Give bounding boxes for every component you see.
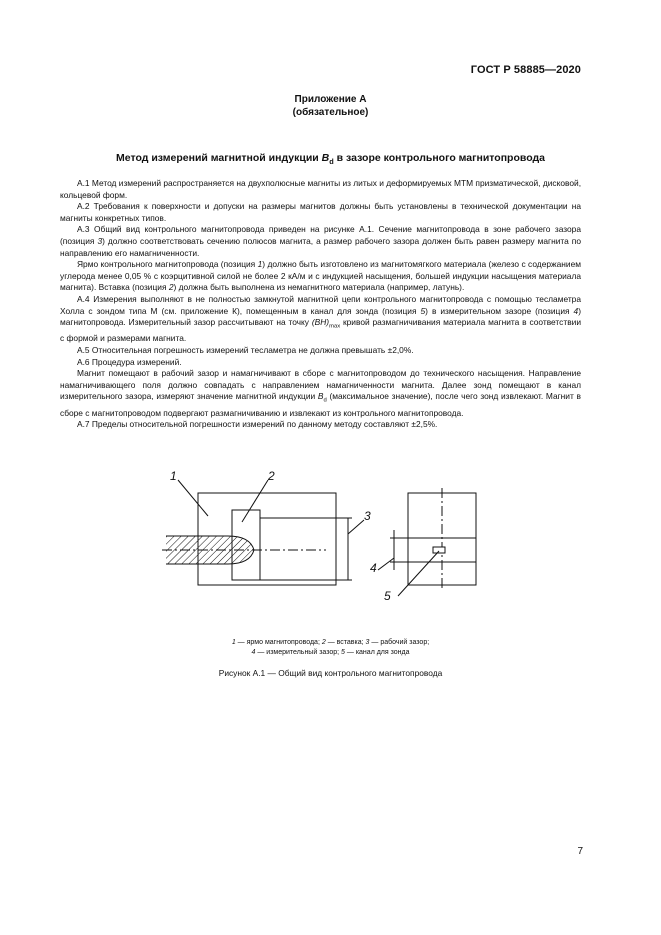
legend-num: 5 xyxy=(341,649,345,656)
figure-label-5: 5 xyxy=(384,589,391,603)
leader-3 xyxy=(348,520,364,534)
induction-symbol: B xyxy=(317,391,324,402)
legend-text: — ярмо магнитопровода; xyxy=(235,639,322,646)
text-run: кривой размагничивания материала магнита в соответствии с формой и размерами магнита. xyxy=(60,317,581,344)
figure-legend xyxy=(0,638,661,658)
leader-4 xyxy=(378,558,394,570)
text-run: ) в измерительном зазоре (позиция xyxy=(425,305,574,316)
paragraph-a2: А.2 Требования к поверхности и допуски на размеры магнитов должны быть установлены в технической документации на магниты конкретных типов. xyxy=(60,201,581,223)
legend-text: — канал для зонда xyxy=(344,649,410,656)
text-run: Магнит помещают в рабочий зазор и намагничивают в сборе с магнитопроводом до технического насыщения. Направление намагничивающего поля должно совпадать с направлением намагниченности магнита. Далее зонд помещают в канал измерительного зазора, измеряют значение магнитной индукции xyxy=(60,368,581,402)
text-run: ) магнитопровода. Измерительный зазор рассчитывают на точку xyxy=(60,305,581,328)
legend-num: 2 xyxy=(321,639,326,646)
standard-number: ГОСТ Р 58885—2020 xyxy=(470,64,581,76)
paragraph-a7: А.7 Пределы относительной погрешности измерений по данному методу составляют ±2,5%. xyxy=(77,419,438,430)
method-title-subscript: d xyxy=(329,157,334,167)
paragraph-a5: А.5 Относительная погрешность измерений тесламетра не должна превышать ±2,0%. xyxy=(77,344,414,355)
legend-line-1 xyxy=(0,638,661,648)
text-run: А.3 Общий вид контрольного магнитопровода приведен на рисунке А.1. Сечение магнитопровода в зоне рабочего зазора (позиция xyxy=(60,224,581,246)
paragraph-a3 xyxy=(60,224,581,259)
position-ref: 1 xyxy=(257,259,263,270)
paragraph-a4 xyxy=(60,294,581,345)
leader-5 xyxy=(398,551,439,596)
legend-num: 1 xyxy=(231,639,236,646)
position-ref: 4 xyxy=(573,305,579,316)
method-title-symbol: B xyxy=(321,152,330,164)
legend-num: 3 xyxy=(365,639,370,646)
legend-text: — вставка; xyxy=(325,639,366,646)
legend-text: — рабочий зазор; xyxy=(369,639,430,646)
working-gap xyxy=(260,518,336,580)
appendix-title: Приложение А xyxy=(294,94,367,105)
position-ref: 3 xyxy=(97,235,103,246)
legend-line-2 xyxy=(0,648,661,658)
method-title-start: Метод измерений магнитной индукции xyxy=(116,152,322,164)
probe-channel xyxy=(433,547,445,553)
figure-magnetic-circuit xyxy=(150,468,490,608)
text-run: ) должно соответствовать сечению полюсов магнита, а размер рабочего зазора должен быть равен размеру магнита по направлению его намагниченности. xyxy=(60,235,581,258)
legend-num: 4 xyxy=(251,649,256,656)
bh-symbol: (BH) xyxy=(311,317,330,328)
appendix-heading xyxy=(0,93,661,119)
text-run: ) должна быть выполнена из немагнитного материала (например, латунь). xyxy=(173,282,465,293)
paragraph-a1: А.1 Метод измерений распространяется на двухполюсные магниты из литых и деформируемых МТМ призматической, дисковой, кольцевой форм. xyxy=(60,178,582,200)
position-ref: 5 xyxy=(420,305,426,316)
paragraph-a6: А.6 Процедура измерений. xyxy=(77,356,182,367)
method-title xyxy=(60,152,601,166)
page-number: 7 xyxy=(577,846,583,857)
figure-label-3: 3 xyxy=(364,509,371,523)
method-title-end: в зазоре контрольного магнитопровода xyxy=(333,152,545,164)
paragraph-yoke xyxy=(60,259,581,294)
bh-subscript: max xyxy=(329,323,341,330)
text-run: А.4 Измерения выполняют в не полностью замкнутой магнитной цепи контрольного магнитопровода с помощью тесламетра Холла с зондом типа М (см. приложение К), помещенным в канал для зонда (позиция xyxy=(60,293,581,316)
figure-label-1: 1 xyxy=(170,469,177,483)
figure-label-4: 4 xyxy=(370,561,377,575)
text-run: Ярмо контрольного магнитопровода (позиция xyxy=(77,259,258,270)
legend-text: — измерительный зазор; xyxy=(255,649,342,656)
position-ref: 2 xyxy=(168,282,174,293)
body-text xyxy=(60,178,581,431)
text-run: (максимальное значение), после чего зонд извлекают. Магнит в сборе с магнитопроводом подвергают размагничиванию и извлекают из контрольного магнитопровода. xyxy=(60,391,581,418)
paragraph-procedure xyxy=(60,368,581,419)
induction-subscript: d xyxy=(323,398,327,405)
figure-label-2: 2 xyxy=(268,469,275,483)
figure-caption: Рисунок А.1 — Общий вид контрольного магнитопровода xyxy=(218,668,443,678)
appendix-status: (обязательное) xyxy=(292,107,369,118)
text-run: ) должно быть изготовлено из магнитомягкого материала (железо с содержанием углерода менее 0,05 % с коэрцитивной силой не более 2 кА/м и с индукцией насыщения, большей индукции насыщения материала магнита). Вставка (позиция xyxy=(60,259,581,293)
leader-1 xyxy=(178,480,208,516)
